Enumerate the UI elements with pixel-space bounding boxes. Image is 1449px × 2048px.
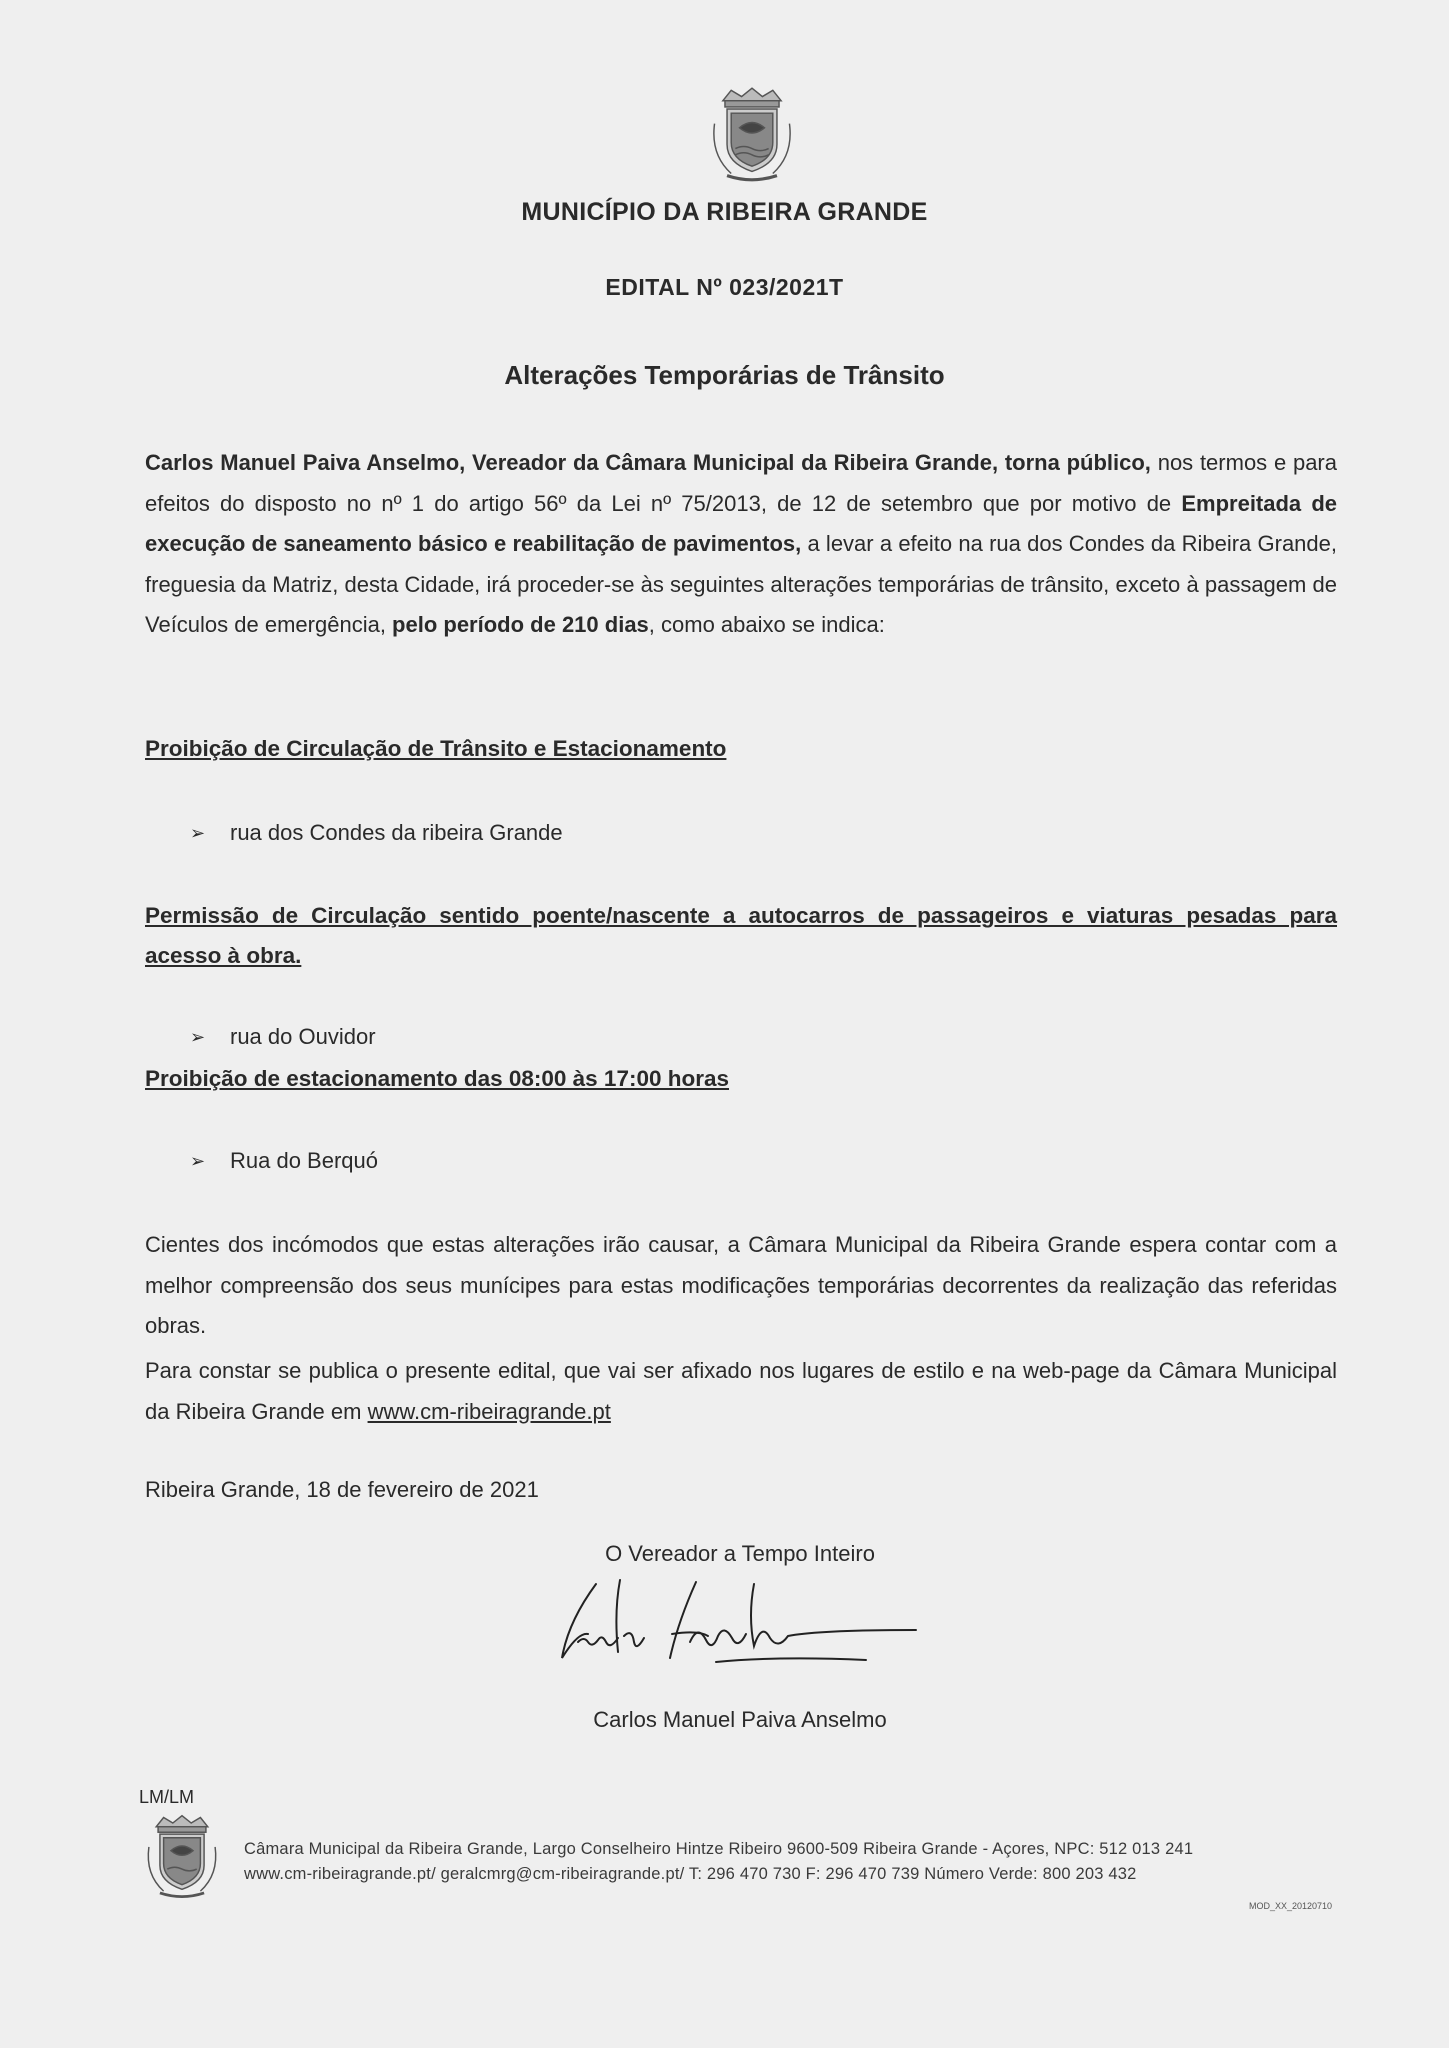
- organization-title: MUNICÍPIO DA RIBEIRA GRANDE: [521, 198, 928, 226]
- arrow-bullet-icon: ➢: [190, 1151, 206, 1171]
- intro-text-1: nos termos e para efeitos do disposto no nº 1 do artigo 56º da Lei nº 75/2013, de 12 de setembro que por motivo de: [145, 450, 1337, 516]
- intro-paragraph: [145, 443, 1337, 646]
- municipal-crest-icon: [700, 82, 804, 186]
- document-date: Ribeira Grande, 18 de fevereiro de 2021: [145, 1477, 539, 1502]
- closing-paragraph: Cientes dos incómodos que estas alterações irão causar, a Câmara Municipal da Ribeira Grande espera contar com a melhor compreensão dos seus munícipes para estas modificações temporárias decorrentes da realização das referidas obras.: [145, 1232, 1337, 1338]
- municipal-crest-icon: [136, 1812, 228, 1904]
- section-heading-2: Permissão de Circulação sentido poente/nascente a autocarros de passageiros e viaturas pesadas para acesso à obra.: [145, 903, 1337, 968]
- section-heading-3: Proibição de estacionamento das 08:00 às 17:00 horas: [145, 1066, 730, 1091]
- list-item-label: rua do Ouvidor: [230, 1024, 376, 1049]
- website-link[interactable]: www.cm-ribeiragrande.pt: [367, 1398, 611, 1424]
- list-item: [190, 818, 563, 848]
- intro-bold-3: pelo período de 210 dias: [392, 612, 649, 637]
- list-item-label: Rua do Berquó: [230, 1148, 378, 1173]
- intro-bold-2: Empreitada de execução de saneamento básico e reabilitação de pavimentos,: [145, 490, 1338, 556]
- arrow-bullet-icon: ➢: [190, 823, 206, 843]
- publication-text: Para constar se publica o presente edital, que vai ser afixado nos lugares de estilo e na web-page da Câmara Municipal da Ribeira Grande em: [145, 1358, 1337, 1424]
- list-item-label: rua dos Condes da ribeira Grande: [230, 820, 563, 845]
- arrow-bullet-icon: ➢: [190, 1027, 206, 1047]
- list-item: [190, 1022, 376, 1052]
- edital-number: EDITAL Nº 023/2021T: [605, 274, 844, 300]
- signatory-name: Carlos Manuel Paiva Anselmo: [593, 1707, 887, 1732]
- intro-text-3: , como abaixo se indica:: [648, 612, 885, 637]
- footer-contacts: www.cm-ribeiragrande.pt/ geralcmrg@cm-ribeiragrande.pt/ T: 296 470 730 F: 296 470 739 Número Verde: 800 203 432: [244, 1865, 1137, 1883]
- author-initials: LM/LM: [139, 1787, 195, 1807]
- intro-text-2: a levar a efeito na rua dos Condes da Ribeira Grande, freguesia da Matriz, desta Cidade, irá proceder-se às seguintes alterações temporárias de trânsito, exceto à passagem de Veículos de emergência,: [145, 531, 1337, 637]
- list-item: [190, 1146, 378, 1176]
- model-code: MOD_XX_20120710: [1249, 1901, 1333, 1911]
- intro-bold-1: Carlos Manuel Paiva Anselmo, Vereador da Câmara Municipal da Ribeira Grande, torna público,: [145, 450, 1151, 475]
- publication-paragraph: [145, 1351, 1337, 1432]
- signature: [548, 1572, 918, 1672]
- signatory-role: O Vereador a Tempo Inteiro: [605, 1541, 875, 1566]
- document-subject: Alterações Temporárias de Trânsito: [504, 360, 945, 390]
- section-heading-1: Proibição de Circulação de Trânsito e Estacionamento: [145, 736, 727, 761]
- footer-address: Câmara Municipal da Ribeira Grande, Largo Conselheiro Hintze Ribeiro 9600-509 Ribeira Grande - Açores, NPC: 512 013 241: [244, 1840, 1194, 1858]
